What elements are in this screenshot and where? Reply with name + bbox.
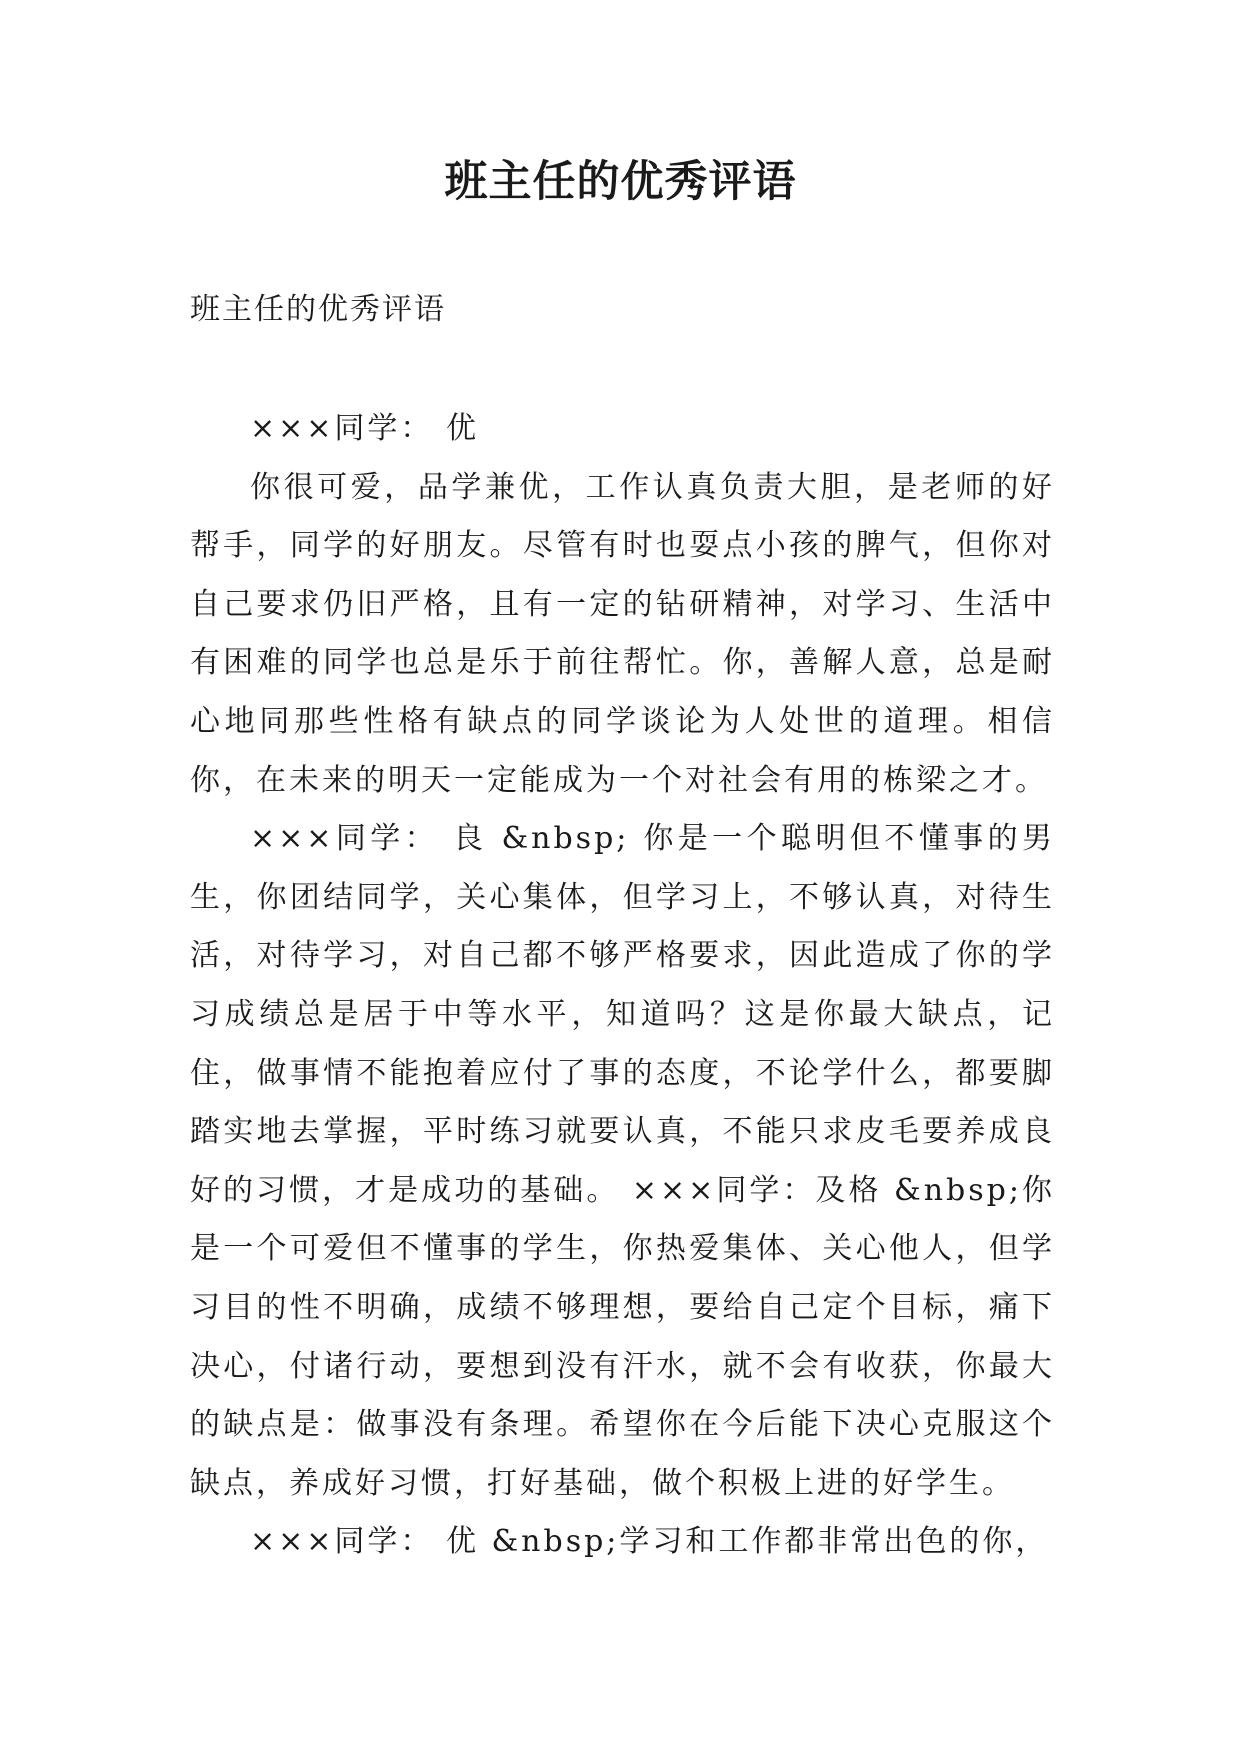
document-subtitle: 班主任的优秀评语 — [190, 292, 446, 327]
document-title: 班主任的优秀评语 — [444, 157, 797, 207]
paragraph: 你很可爱，品学兼优，工作认真负责大胆，是老师的好帮手，同学的好朋友。尽管有时也耍点小孩的脾气，但你对自己要求仍旧严格，且有一定的钻研精神，对学习、生活中有困难的同学也总是乐于前往帮忙。你，善解人意，总是耐心地同那些性格有缺点的同学谈论为人处世的道理。相信你，在未来的明天一定能成为一个对社会有用的栋梁之才。 — [190, 469, 1055, 798]
paragraph: ×××同学： 良 &nbsp; 你是一个聪明但不懂事的男生，你团结同学，关心集体，但学习上，不够认真，对待生活，对待学习，对自己都不够严格要求，因此造成了你的学习成绩总是居于中等水平，知道吗？这是你最大缺点，记住，做事情不能抱着应付了事的态度，不论学什么，都要脚踏实地去掌握，平时练习就要认真，不能只求皮毛要养成良好的习惯，才是成功的基础。 ×××同学：及格 &nbsp;你是一个可爱但不懂事的学生，你热爱集体、关心他人，但学习目的性不明确，成绩不够理想，要给自己定个目标，痛下决心，付诸行动，要想到没有汗水，就不会有收获，你最大的缺点是：做事没有条理。希望你在今后能下决心克服这个缺点，养成好习惯，打好基础，做个积极上进的好学生。 — [190, 821, 1055, 1501]
paragraph: ×××同学： 优 &nbsp;学习和工作都非常出色的你， — [250, 1524, 1049, 1560]
paragraph: ×××同学： 优 — [250, 411, 479, 446]
document-body — [190, 400, 1055, 1572]
